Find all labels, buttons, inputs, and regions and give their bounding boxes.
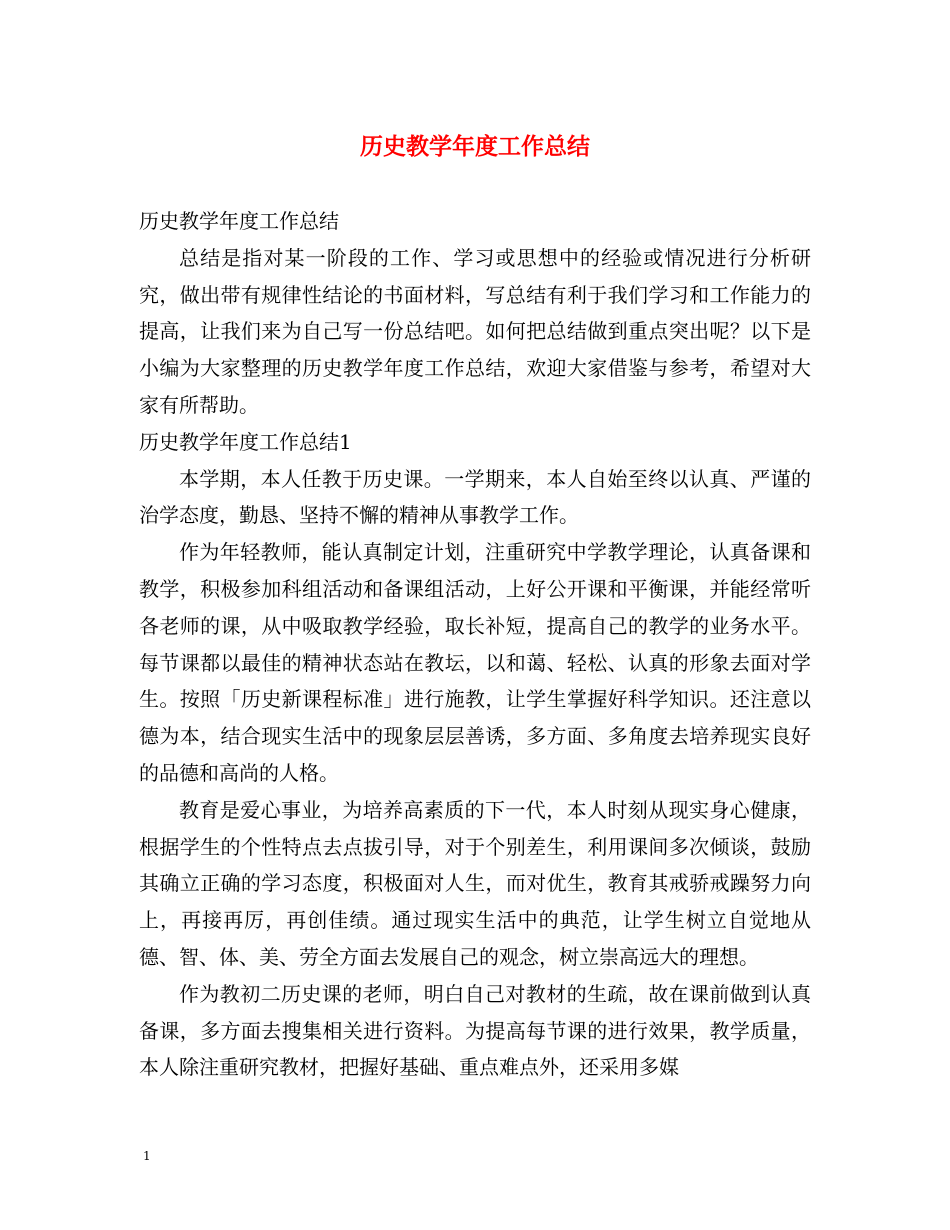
section-heading-1: 历史教学年度工作总结1 [139,429,352,454]
paragraph: 作为年轻教师，能认真制定计划，注重研究中学教学理论，认真备课和教学，积极参加科组活动和备课组活动，上好公开课和平衡课，并能经常听各老师的课，从中吸取教学经验，取长补短，提高自己的教学的业务水平。每节课都以最佳的精神状态站在教坛，以和蔼、轻松、认真的形象去面对学生。按照「历史新课程标准」进行施教，让学生掌握好科学知识。还注意以德为本，结合现实生活中的现象层层善诱，多方面、多角度去培养现实良好的品德和高尚的人格。 [139,540,811,785]
page-number: 1 [143,1149,151,1163]
paragraph-heading: 历史教学年度工作总结 [139,209,339,233]
paragraph: 教育是爱心事业，为培养高素质的下一代，本人时刻从现实身心健康，根据学生的个性特点去点拔引导，对于个别差生，利用课间多次倾谈，鼓励其确立正确的学习态度，积极面对人生，而对优生，教育其戒骄戒躁努力向上，再接再厉，再创佳绩。通过现实生活中的典范，让学生树立自觉地从德、智、体、美、劳全方面去发展自己的观念，树立崇高远大的理想。 [139,797,811,969]
document-body [139,203,811,1086]
paragraph-intro: 总结是指对某一阶段的工作、学习或思想中的经验或情况进行分析研究，做出带有规律性结论的书面材料，写总结有利于我们学习和工作能力的提高，让我们来为自己写一份总结吧。如何把总结做到重点突出呢？以下是小编为大家整理的历史教学年度工作总结，欢迎大家借鉴与参考，希望对大家有所帮助。 [139,245,811,417]
document-title: 历史教学年度工作总结 [360,133,590,160]
paragraph: 作为教初二历史课的老师，明白自己对教材的生疏，故在课前做到认真备课，多方面去搜集相关进行资料。为提高每节课的进行效果，教学质量，本人除注重研究教材，把握好基础、重点难点外，还采用多媒 [139,981,811,1080]
paragraph: 本学期，本人任教于历史课。一学期来，本人自始至终以认真、严谨的治学态度，勤恳、坚持不懈的精神从事教学工作。 [139,466,811,528]
